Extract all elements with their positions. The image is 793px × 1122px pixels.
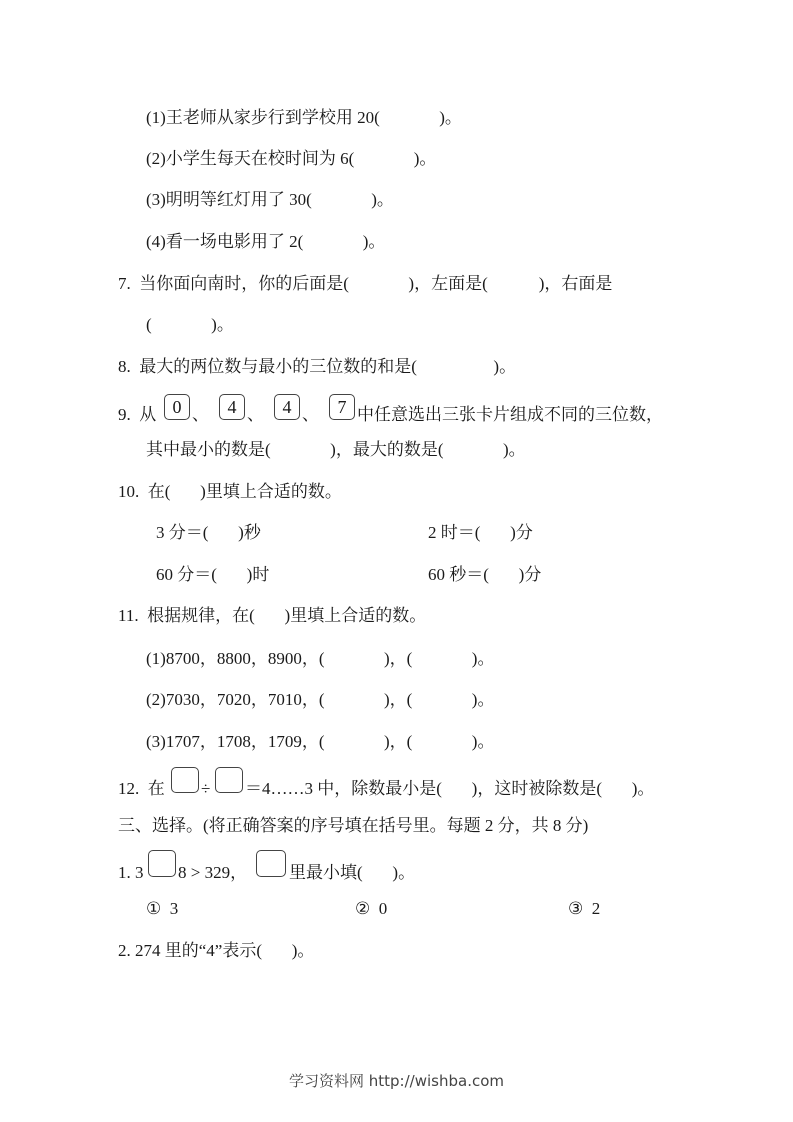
- footer-watermark: 学习资料网 http://wishba.com: [289, 1072, 504, 1090]
- c1-option-1: ① 3: [146, 899, 179, 918]
- q11-title: 11. 根据规律，在( )里填上合适的数。: [118, 606, 427, 625]
- section-3-heading: 三、选择。(将正确答案的序号填在括号里。每题 2 分，共 8 分): [118, 816, 589, 835]
- q12-prefix: 12. 在: [118, 779, 165, 798]
- q10-item-2: 2 时＝( )分: [428, 523, 533, 542]
- q10-title: 10. 在( )里填上合适的数。: [118, 482, 342, 501]
- q9-separator: 、: [192, 405, 209, 424]
- c1-option-2: ② 0: [355, 899, 388, 918]
- q9-prefix: 9. 从: [118, 405, 157, 424]
- c2-text: 2. 274 里的“4”表示( )。: [118, 941, 315, 960]
- c1-option-3: ③ 2: [568, 899, 601, 918]
- q7-line-2: ( )。: [146, 315, 234, 334]
- q7-line-1: 7. 当你面向南时，你的后面是( )，左面是( )，右面是: [118, 274, 613, 293]
- q6-item-1: (1)王老师从家步行到学校用 20( )。: [146, 108, 462, 127]
- digit-card: 0: [164, 394, 190, 420]
- q6-item-2: (2)小学生每天在校时间为 6( )。: [146, 149, 437, 168]
- digit-card: 4: [274, 394, 300, 420]
- q9-line-2: 其中最小的数是( )，最大的数是( )。: [146, 440, 526, 459]
- q11-item-2: (2)7030，7020，7010，( )，( )。: [146, 690, 495, 709]
- q10-item-1: 3 分＝( )秒: [156, 523, 261, 542]
- c1-prefix: 1. 3: [118, 863, 144, 882]
- dividend-box: [171, 767, 199, 793]
- digit-blank-box: [148, 850, 176, 877]
- q8-text: 8. 最大的两位数与最小的三位数的和是( )。: [118, 357, 517, 376]
- divisor-box: [215, 767, 243, 793]
- q10-item-4: 60 秒＝( )分: [428, 565, 542, 584]
- q9-suffix: 中任意选出三张卡片组成不同的三位数，: [357, 405, 663, 424]
- c1-suffix: 里最小填( )。: [289, 863, 416, 882]
- q12-suffix: ＝4……3 中，除数最小是( )，这时被除数是( )。: [245, 779, 655, 798]
- q10-item-3: 60 分＝( )时: [156, 565, 270, 584]
- q6-item-3: (3)明明等红灯用了 30( )。: [146, 190, 394, 209]
- digit-blank-box: [256, 850, 286, 877]
- divide-sign: ÷: [201, 779, 211, 798]
- digit-card: 7: [329, 394, 355, 420]
- digit-card: 4: [219, 394, 245, 420]
- q9-separator: 、: [302, 405, 319, 424]
- q6-item-4: (4)看一场电影用了 2( )。: [146, 232, 386, 251]
- q11-item-3: (3)1707，1708，1709，( )，( )。: [146, 732, 495, 751]
- q9-separator: 、: [247, 405, 264, 424]
- q11-item-1: (1)8700，8800，8900，( )，( )。: [146, 649, 495, 668]
- c1-inequality: 8 > 329，: [178, 863, 248, 882]
